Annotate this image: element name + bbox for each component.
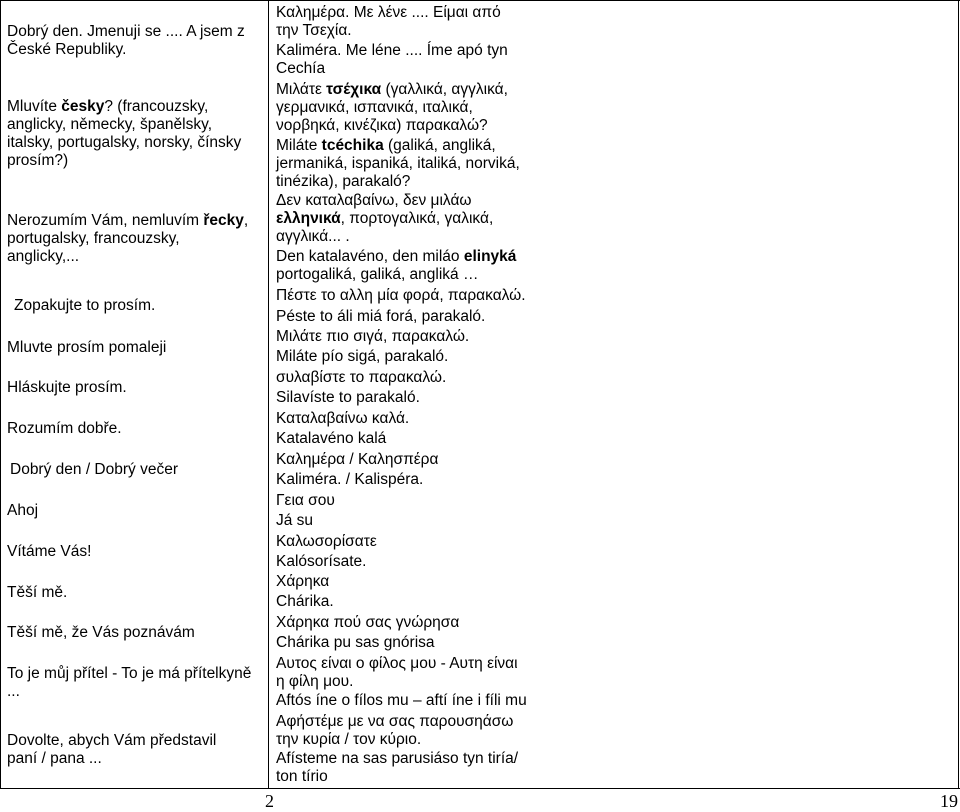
translit-phrase-dont-understand: Den katalavéno, den miláo elinyká portogaliká, galiká, angliká … [276, 248, 517, 283]
page-number-center: 2 [265, 791, 274, 811]
czech-phrase-intro: Dobrý den. Jmenuji se .... A jsem z České Republiky. [7, 23, 245, 58]
greek-phrase-slowly: Μιλάτε πιο σιγά, παρακαλώ. [276, 328, 470, 345]
translit-phrase-slowly: Miláte pío sigá, parakaló. [276, 348, 449, 365]
czech-phrase-friend: To je můj přítel - To je má přítelkyně ... [7, 665, 252, 700]
greek-phrase-friend: Αυτος είναι ο φίλος μου - Αυτη είναι η φίλη μου. [276, 655, 518, 690]
translit-phrase-understand: Katalavéno kalá [276, 430, 387, 447]
greek-phrase-speak-czech: Μιλάτε τσέχικα (γαλλικά, αγγλικά, γερμανικά, ισπανικά, ιταλικά, νορβηκά, κινέζικα) παρακαλώ? [276, 81, 508, 134]
greek-phrase-good-day: Καλημέρα / Καλησπέρα [276, 451, 439, 468]
czech-phrase-welcome: Vítáme Vás! [7, 543, 92, 560]
greek-phrase-hello: Γεια σου [276, 492, 335, 509]
translit-phrase-pleased-to-meet: Chárika pu sas gnórisa [276, 634, 435, 651]
greek-phrase-pleased-to-meet: Χάρηκα πού σας γνώρησα [276, 614, 460, 631]
greek-phrase-understand: Καταλαβαίνω καλά. [276, 410, 410, 427]
greek-phrase-welcome: Καλωσορίσατε [276, 533, 377, 550]
czech-phrase-hello: Ahoj [7, 502, 39, 519]
greek-phrase-introduce: Αφήστέμε με να σας παρουσηάσω την κυρία / τον κύριο. [276, 713, 514, 748]
czech-phrase-speak-czech: Mluvíte česky? (francouzsky, anglicky, německy, španělsky, italsky, portugalsky, norsky, čínsky prosím?) [7, 98, 242, 169]
czech-phrase-spell: Hláskujte prosím. [7, 379, 127, 396]
czech-phrase-pleased-to-meet: Těší mě, že Vás poznávám [7, 624, 195, 641]
column-divider-rule [268, 0, 269, 789]
translit-phrase-repeat: Péste to áli miá forá, parakaló. [276, 308, 486, 325]
czech-phrase-pleased: Těší mě. [7, 584, 68, 601]
czech-phrase-repeat: Zopakujte to prosím. [14, 297, 156, 314]
greek-phrase-intro: Καλημέρα. Με λένε .... Είμαι από την Τσεχία. [276, 4, 501, 39]
greek-phrase-repeat: Πέστε το αλλη μία φορά, παρακαλώ. [276, 287, 526, 304]
translit-phrase-pleased: Chárika. [276, 593, 334, 610]
table-left-rule [0, 0, 1, 789]
translit-phrase-welcome: Kalósorísate. [276, 553, 367, 570]
translit-phrase-speak-czech: Miláte tcéchika (galiká, angliká, jermaniká, ispaniká, italiká, norviká, tinézika), parakaló? [276, 137, 520, 190]
table-bottom-rule [0, 788, 960, 789]
czech-phrase-dont-understand: Nerozumím Vám, nemluvím řecky, portugalsky, francouzsky, anglicky,... [7, 212, 249, 265]
czech-phrase-introduce: Dovolte, abych Vám představil paní / pana ... [7, 732, 217, 767]
table-top-rule [0, 0, 960, 1]
translit-phrase-spell: Silavíste to parakaló. [276, 389, 420, 406]
table-right-rule [958, 0, 959, 789]
translit-phrase-hello: Já su [276, 512, 314, 529]
greek-phrase-spell: συλαβίστε το παρακαλώ. [276, 369, 447, 386]
greek-phrase-pleased: Χάρηκα [276, 573, 330, 590]
translit-phrase-intro: Kaliméra. Me léne .... Íme apó tyn Cechía [276, 42, 508, 77]
greek-phrase-dont-understand: Δεν καταλαβαίνω, δεν μιλάω ελληνικά, πορτογαλικά, γαλικά, αγγλικά... . [276, 192, 494, 245]
page-number-right: 19 [940, 791, 958, 811]
translit-phrase-friend: Aftós íne o fílos mu – aftí íne i fíli mu [276, 692, 527, 709]
czech-phrase-understand: Rozumím dobře. [7, 420, 122, 437]
czech-phrase-good-day: Dobrý den / Dobrý večer [10, 461, 178, 478]
czech-phrase-slowly: Mluvte prosím pomaleji [7, 339, 167, 356]
translit-phrase-good-day: Kaliméra. / Kalispéra. [276, 471, 424, 488]
translit-phrase-introduce: Afísteme na sas parusiáso tyn tiría/ ton tírio [276, 750, 519, 785]
